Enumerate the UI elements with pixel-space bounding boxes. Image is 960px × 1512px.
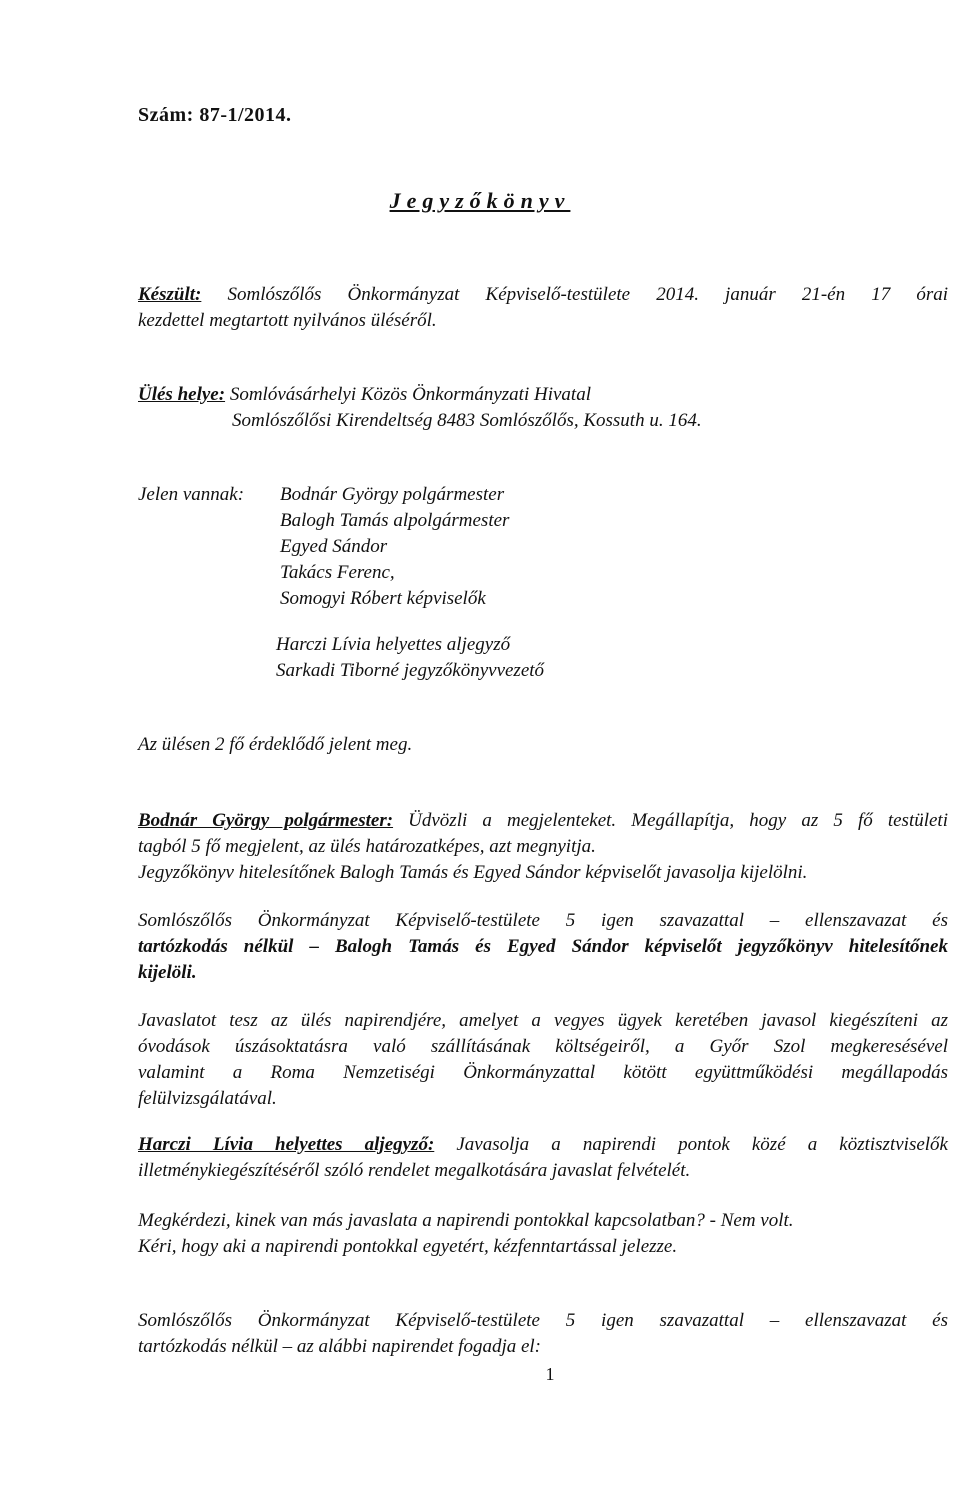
document-title: Jegyzőkönyv	[389, 188, 571, 213]
question-line-2: Kéri, hogy aki a napirendi pontokkal egyetért, kézfenntartással jelezze.	[138, 1236, 678, 1257]
proposal-line-3: valamint a Roma Nemzetiségi Önkormányzattal kötött együttműködési megállapodás	[138, 1062, 948, 1083]
mayor-section	[138, 808, 948, 886]
question-section	[138, 1208, 794, 1260]
mayor-line-1: Üdvözli a megjelenteket. Megállapítja, hogy az 5 fő testületi	[408, 810, 948, 831]
staff-2: Sarkadi Tiborné jegyzőkönyvvezető	[276, 660, 545, 681]
proposal-section	[138, 1008, 948, 1112]
made-line-1: Somlószőlős Önkormányzat Képviselő-testülete 2014. január 21-én 17 órai	[227, 284, 948, 305]
proposal-line-1: Javaslatot tesz az ülés napirendjére, amelyet a vegyes ügyek keretében javasol kiegészíteni az	[138, 1010, 948, 1031]
notary-section	[138, 1132, 948, 1184]
member-3: Egyed Sándor	[280, 536, 388, 557]
present-staff	[276, 632, 544, 684]
proposal-line-4: felülvizsgálatával.	[138, 1088, 277, 1109]
notary-line-1: Javasolja a napirendi pontok közé a köztisztviselők	[456, 1134, 948, 1155]
venue-line-2: Somlószőlősi Kirendeltség 8483 Somlószőlős, Kossuth u. 164.	[232, 410, 702, 431]
attendance-note: Az ülésen 2 fő érdeklődő jelent meg.	[138, 734, 413, 755]
vote-1-section	[138, 908, 948, 986]
document-number: Szám: 87-1/2014.	[138, 104, 292, 126]
vote-2-section	[138, 1308, 948, 1360]
venue-line-1: Somlóvásárhelyi Közös Önkormányzati Hivatal	[229, 384, 591, 405]
member-2: Balogh Tamás alpolgármester	[280, 510, 510, 531]
member-1: Bodnár György polgármester	[280, 484, 505, 505]
made-section	[138, 282, 948, 334]
venue-section	[138, 382, 702, 434]
vote-1-line-1: Somlószőlős Önkormányzat Képviselő-testülete 5 igen szavazattal – ellenszavazat és	[138, 910, 948, 931]
mayor-line-2: tagból 5 fő megjelent, az ülés határozatképes, azt megnyitja.	[138, 836, 596, 857]
page-number: 1	[545, 1364, 555, 1384]
mayor-label: Bodnár György polgármester:	[138, 810, 394, 831]
made-label: Készült:	[138, 284, 202, 305]
vote-2-line-2: tartózkodás nélkül – az alábbi napirendet fogadja el:	[138, 1336, 542, 1357]
made-line-2: kezdettel megtartott nyilvános üléséről.	[138, 310, 437, 331]
proposal-line-2: óvodások úszásoktatásra való szállításának költségeiről, a Győr Szol megkeresésével	[138, 1036, 948, 1057]
present-members	[280, 482, 509, 612]
mayor-line-3: Jegyzőkönyv hitelesítőnek Balogh Tamás és Egyed Sándor képviselőt javasolja kijelölni.	[138, 862, 808, 883]
present-label: Jelen vannak:	[138, 484, 245, 505]
vote-1-line-3: kijelöli.	[138, 962, 197, 983]
venue-label: Ülés helye:	[138, 384, 226, 405]
vote-2-line-1: Somlószőlős Önkormányzat Képviselő-testülete 5 igen szavazattal – ellenszavazat és	[138, 1310, 948, 1331]
question-line-1: Megkérdezi, kinek van más javaslata a napirendi pontokkal kapcsolatban? - Nem volt.	[138, 1210, 794, 1231]
notary-line-2: illetménykiegészítéséről szóló rendelet megalkotására javaslat felvételét.	[138, 1160, 691, 1181]
notary-label: Harczi Lívia helyettes aljegyző:	[138, 1134, 435, 1155]
member-4: Takács Ferenc,	[280, 562, 395, 583]
member-5: Somogyi Róbert képviselők	[280, 588, 486, 609]
staff-1: Harczi Lívia helyettes aljegyző	[276, 634, 511, 655]
vote-1-line-2: tartózkodás nélkül – Balogh Tamás és Egyed Sándor képviselőt jegyzőkönyv hitelesítőnek	[138, 936, 948, 957]
